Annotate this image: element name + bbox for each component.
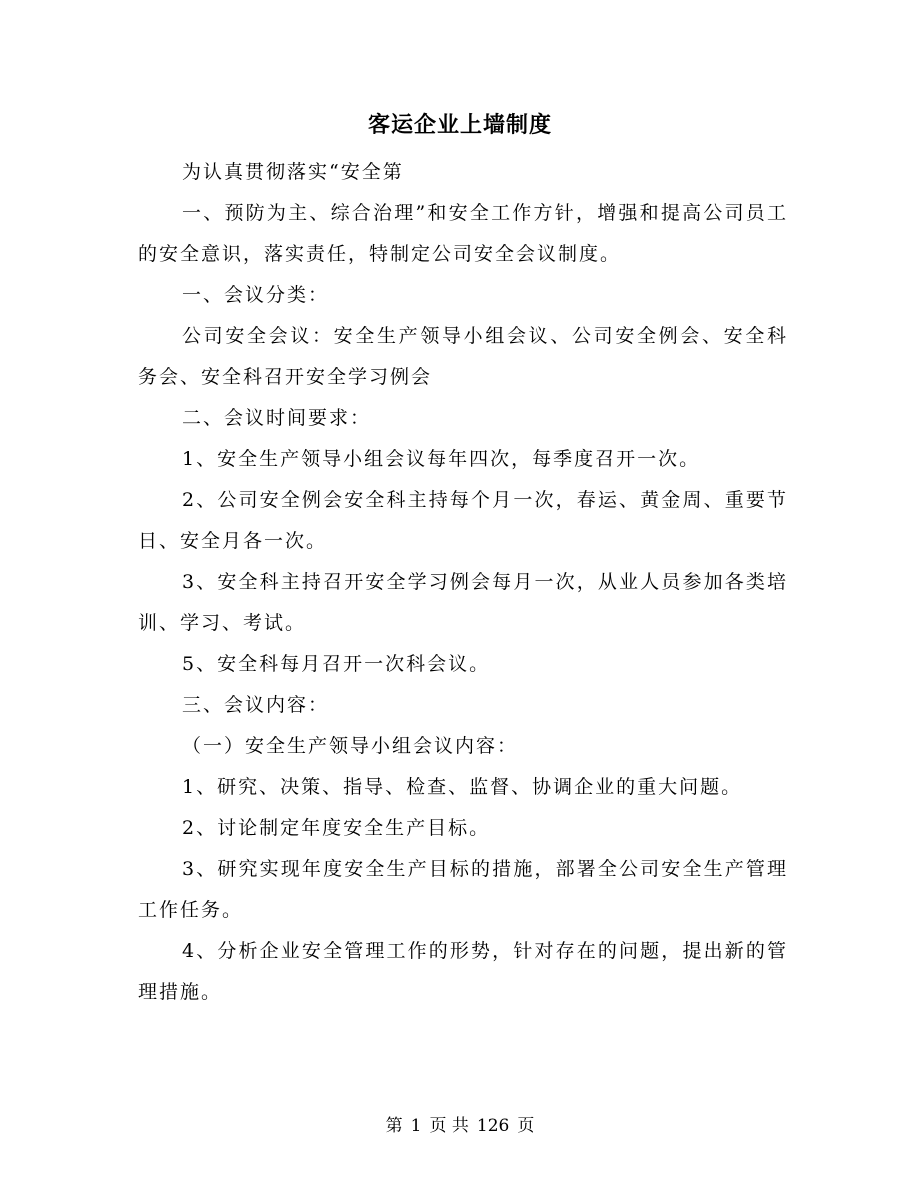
list-item-time-2: 2、公司安全例会安全科主持每个月一次，春运、黄金周、重要节日、安全月各一次。	[138, 489, 788, 552]
section-heading-classification: 一、会议分类：	[182, 284, 330, 306]
page-label-prefix: 第	[385, 1116, 403, 1136]
subsection-heading-leadership-meeting: （一）安全生产领导小组会议内容：	[182, 735, 519, 757]
total-page-count: 126	[476, 1116, 510, 1136]
list-item-content-2: 2、讨论制定年度安全生产目标。	[182, 817, 491, 839]
list-item-time-1: 1、安全生产领导小组会议每年四次，每季度召开一次。	[182, 448, 701, 470]
section-heading-meeting-content: 三、会议内容：	[182, 694, 330, 716]
list-item-content-3: 3、研究实现年度安全生产目标的措施，部署全公司安全生产管理工作任务。	[138, 858, 788, 921]
paragraph-policy: 一、预防为主、综合治理”和安全工作方针，增强和提高公司员工的安全意识，落实责任，特制定公司安全会议制度。	[138, 202, 788, 265]
list-item-content-4: 4、分析企业安全管理工作的形势，针对存在的问题，提出新的管理措施。	[138, 940, 788, 1003]
document-title: 客运企业上墙制度	[367, 112, 552, 138]
paragraph-intro: 为认真贯彻落实“安全第	[182, 161, 404, 183]
list-item-time-5: 5、安全科每月召开一次科会议。	[182, 653, 491, 675]
document-body	[138, 152, 788, 1013]
page-label-mid: 页 共	[429, 1116, 469, 1136]
page-footer	[0, 1114, 920, 1138]
paragraph-meeting-types: 公司安全会议：安全生产领导小组会议、公司安全例会、安全科务会、安全科召开安全学习例会	[138, 325, 788, 388]
section-heading-time-requirements: 二、会议时间要求：	[182, 407, 372, 429]
current-page-number: 1	[410, 1116, 422, 1136]
list-item-time-3: 3、安全科主持召开安全学习例会每月一次，从业人员参加各类培训、学习、考试。	[138, 571, 788, 634]
list-item-content-1: 1、研究、决策、指导、检查、监督、协调企业的重大问题。	[182, 776, 743, 798]
page-label-suffix: 页	[517, 1116, 535, 1136]
